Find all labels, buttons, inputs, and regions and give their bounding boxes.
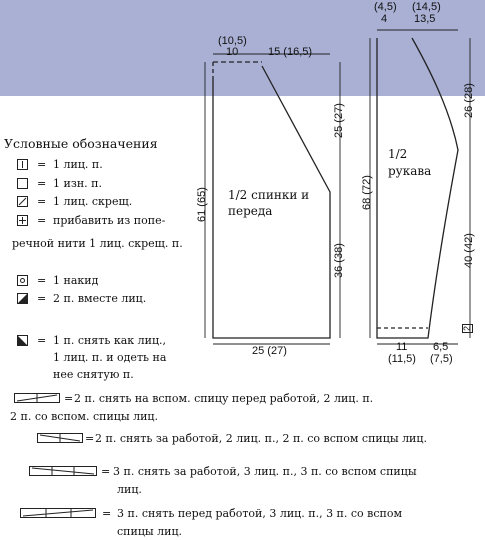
sleeve-top-right-label: 13,5 — [414, 13, 436, 25]
back-shoulder-width-label: 15 (16,5) — [268, 46, 313, 58]
legend-equals: = — [37, 177, 47, 190]
back-top-extra-label: (10,5) — [218, 35, 247, 47]
legend-equals: = — [102, 507, 112, 520]
legend-item-text: прибавить из попе- — [53, 214, 166, 227]
cable-text: 3 п. снять перед работой, 3 лиц. п., 3 п. со вспом — [117, 507, 403, 520]
legend-equals: = — [64, 392, 74, 405]
back-armhole-height-label: 25 (27) — [333, 103, 345, 138]
sleeve-piece-label: 1/2 рукава — [388, 147, 432, 178]
cable-4-front-symbol — [14, 393, 60, 403]
cable-text: 2 п. снять на вспом. спицу перед работой, 2 лиц. п. — [74, 392, 374, 405]
legend-title: Условные обозначения — [4, 136, 158, 151]
yarn-over-symbol — [17, 275, 28, 286]
legend-item-text-cont: речной нити 1 лиц. скрещ. п. — [12, 237, 183, 250]
sleeve-cap-height-label: 26 (28) — [463, 83, 475, 118]
cable-text-cont: 2 п. со вспом. спицы лиц. — [10, 410, 158, 423]
sleeve-top-right-extra-label: (14,5) — [412, 1, 441, 13]
back-neck-width-label: 10 — [226, 46, 239, 58]
k2tog-symbol — [17, 293, 28, 304]
cable-text: 2 п. снять за работой, 2 лиц. п., 2 п. со вспом спицы лиц. — [95, 432, 427, 445]
legend-equals: = — [37, 274, 47, 287]
sleeve-bottom-width-alt-label: (11,5) — [388, 353, 416, 365]
sleeve-bottom-extra-alt-label: (7,5) — [430, 353, 453, 365]
legend-item-text: 1 накид — [53, 274, 99, 287]
back-side-height-label: 36 (38) — [333, 243, 345, 278]
cable-text: 3 п. снять за работой, 3 лиц. п., 3 п. со вспом спицы — [113, 465, 417, 478]
cable-text-cont: лиц. — [117, 483, 142, 496]
skpo-symbol — [17, 335, 28, 346]
sleeve-outline-solid — [377, 38, 458, 338]
cable-6-front-symbol — [20, 508, 96, 518]
sleeve-outline — [377, 38, 458, 338]
legend-equals: = — [37, 158, 47, 171]
legend-item-text-cont: нее снятую п. — [53, 368, 134, 381]
back-piece-label: 1/2 спинки и переда — [228, 188, 310, 218]
purl-stitch-symbol — [17, 178, 28, 189]
back-bottom-width-label: 25 (27) — [252, 345, 287, 357]
sleeve-rib-label: 2 — [462, 325, 472, 331]
legend-item-text: 1 лиц. скрещ. — [53, 195, 133, 208]
legend-equals: = — [101, 465, 111, 478]
cable-text-cont: спицы лиц. — [117, 525, 183, 538]
legend-equals: = — [37, 292, 47, 305]
legend-item-text: 1 п. снять как лиц., — [53, 334, 167, 347]
sleeve-top-left-extra-label: (4,5) — [374, 1, 397, 13]
legend-item-text: 1 изн. п. — [53, 177, 102, 190]
legend-item-text-cont: 1 лиц. п. и одеть на — [53, 351, 167, 364]
legend-equals: = — [37, 214, 47, 227]
cable-4-back-symbol — [37, 433, 83, 443]
legend-equals: = — [37, 334, 47, 347]
twisted-knit-symbol — [17, 196, 28, 207]
back-total-height-label: 61 (65) — [196, 187, 208, 222]
legend-item-text: 1 лиц. п. — [53, 158, 103, 171]
sleeve-top-left-label: 4 — [381, 13, 388, 25]
sleeve-bottom-width-label: 11 — [396, 341, 408, 353]
cable-6-back-symbol — [29, 466, 97, 476]
sleeve-lower-height-label: 40 (42) — [463, 233, 475, 268]
legend-equals: = — [37, 195, 47, 208]
increase-symbol — [17, 215, 28, 226]
sleeve-bottom-extra-label: 6,5 — [433, 341, 449, 353]
sleeve-total-height-label: 68 (72) — [361, 175, 373, 210]
legend-item-text: 2 п. вместе лиц. — [53, 292, 147, 305]
knit-stitch-symbol — [17, 159, 28, 170]
legend-equals: = — [85, 432, 95, 445]
